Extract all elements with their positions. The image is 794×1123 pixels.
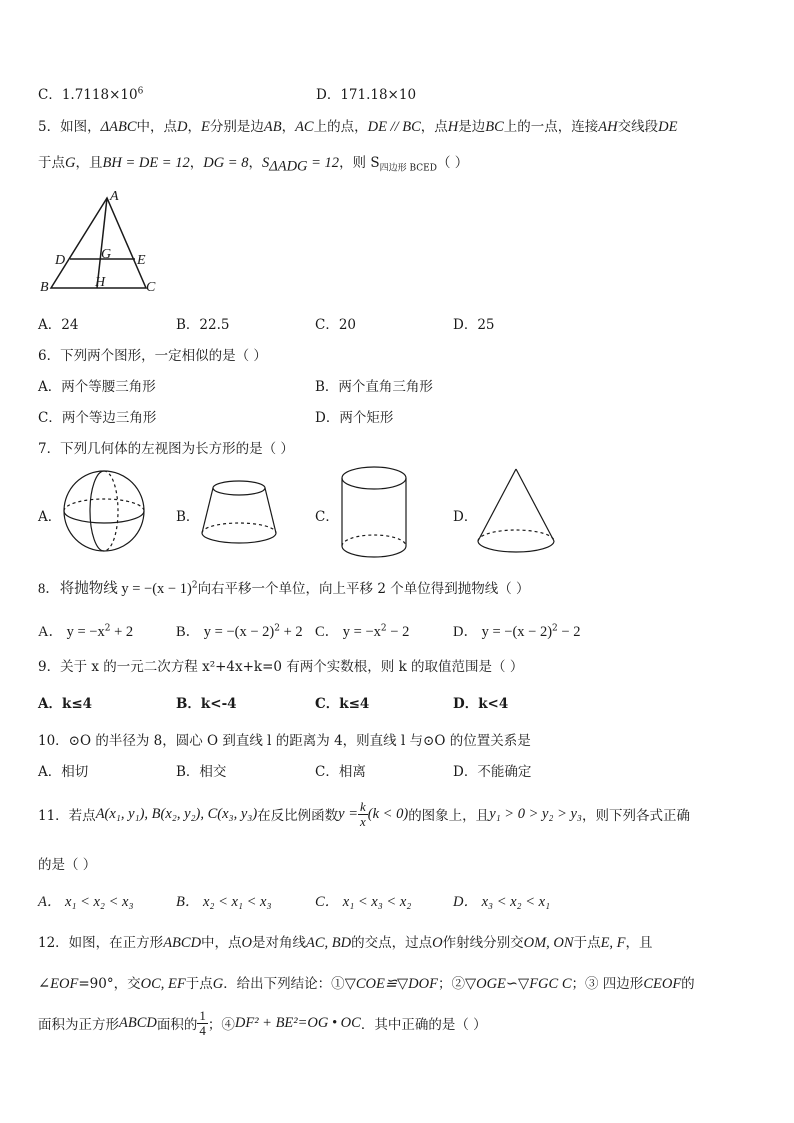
label-g: G [101, 247, 112, 262]
q11-option-b: B． x₂ < x₁ < x₃ [176, 894, 272, 910]
q12-fraction: $\frac{1}{4}$ [199, 1007, 206, 1038]
q8-option-a: A． $y = -x^2 + 2$ [38, 623, 134, 640]
q7-option-d: D． [453, 509, 478, 525]
q8-option-b: B． $y = -(x - 2)^2 + 2$ [176, 623, 303, 640]
q12-stem-line3: 面积为正方形 ABCD 面积的 $\frac{1}{4}$ ；④ DF² + BE²=OG • OC ．其中正确的是（ ） [38, 1007, 487, 1038]
q8-option-d: D． $y = -(x - 2)^2 - 2$ [453, 623, 581, 640]
q5-stem-line1: 5．如图，ΔABC中，点D，E分别是边AB，AC上的点，DE // BC，点H是边BC上的一点，连接AH交线段DE [38, 119, 678, 135]
q5-option-c: C．20 [315, 317, 357, 333]
q10-option-c: C．相离 [315, 764, 366, 780]
cylinder-icon [342, 467, 406, 557]
q9-stem: 9．关于 x 的一元二次方程 x²+4x+k=0 有两个实数根，则 k 的取值范围是（ ） [38, 659, 524, 675]
q9-option-b: B．k<-4 [176, 696, 237, 712]
q5-stem-line2: 于点G，且BH = DE = 12，DG = 8，$S_{\Delta ADG} = 12$，则 $S_{四边形 BCED}$（ ） [38, 155, 469, 175]
q11-stem-line2: 的是（ ） [38, 857, 97, 873]
q8-option-c: C． $y = -x^2 - 2$ [315, 623, 410, 640]
q10-option-a: A．相切 [38, 764, 89, 780]
sphere-icon [64, 471, 144, 551]
q8-stem: 8．将抛物线 $y = -(x - 1)^2$向右平移一个单位，向上平移 2 个单位得到抛物线（ ） [38, 580, 530, 597]
q9-option-d: D．k<4 [453, 696, 509, 712]
q11-stem-line1: 11．若点 A(x₁, y₁), B(x₂, y₂), C(x₃, y₃) 在反比例函数 y = $\frac{k}{x}$ (k < 0) 的图象上，且 y₁ > 0 > y₂ > y₃ ，则下列各式正确 [38, 798, 690, 829]
label-a: A [110, 189, 119, 204]
q6-option-d: D．两个矩形 [315, 410, 394, 426]
q11-option-a: A． x₁ < x₂ < x₃ [38, 894, 134, 910]
q4-option-c: C．$1.7118\times 10^6$ [38, 86, 144, 103]
q11-option-d: D． x₃ < x₂ < x₁ [453, 894, 551, 910]
q11-option-c: C． x₁ < x₃ < x₂ [315, 894, 412, 910]
label-h: H [95, 275, 106, 290]
q12-stem-line2: ∠EOF=90°，交OC, EF于点G．给出下列结论：①▽COE≌▽DOF；②▽OGE∽▽FGC C；③ 四边形CEOF的 [38, 976, 695, 992]
q5-option-d: D．25 [453, 317, 495, 333]
q5-option-a: A．24 [38, 317, 79, 333]
q6-option-c: C．两个等边三角形 [38, 410, 157, 426]
q4-option-d: D．171.18×10 [316, 87, 417, 103]
q7-stem: 7．下列几何体的左视图为长方形的是（ ） [38, 441, 294, 457]
cone-icon [478, 469, 554, 552]
label-c: C [146, 280, 156, 295]
q10-stem: 10．⊙O 的半径为 8，圆心 O 到直线 l 的距离为 4，则直线 l 与⊙O 的位置关系是 [38, 733, 531, 749]
frustum-icon [202, 481, 276, 543]
label-e: E [137, 253, 146, 268]
q7-option-c: C． [315, 509, 339, 525]
q5-option-b: B．22.5 [176, 317, 230, 333]
q10-option-b: B．相交 [176, 764, 227, 780]
label-b: B [40, 280, 49, 295]
q9-option-a: A．k≤4 [38, 696, 93, 712]
q10-option-d: D．不能确定 [453, 764, 532, 780]
q7-option-a: A． [38, 509, 62, 525]
q7-option-b: B． [176, 509, 200, 525]
q11-fraction: $\frac{k}{x}$ [360, 798, 366, 829]
q6-stem: 6．下列两个图形，一定相似的是（ ） [38, 348, 267, 364]
label-d: D [55, 253, 66, 268]
q12-stem-line1: 12．如图，在正方形ABCD中，点O是对角线AC, BD的交点，过点O作射线分别交OM, ON于点E, F，且 [38, 935, 653, 951]
q6-option-b: B．两个直角三角形 [315, 379, 433, 395]
q6-option-a: A．两个等腰三角形 [38, 379, 156, 395]
q9-option-c: C．k≤4 [315, 696, 370, 712]
